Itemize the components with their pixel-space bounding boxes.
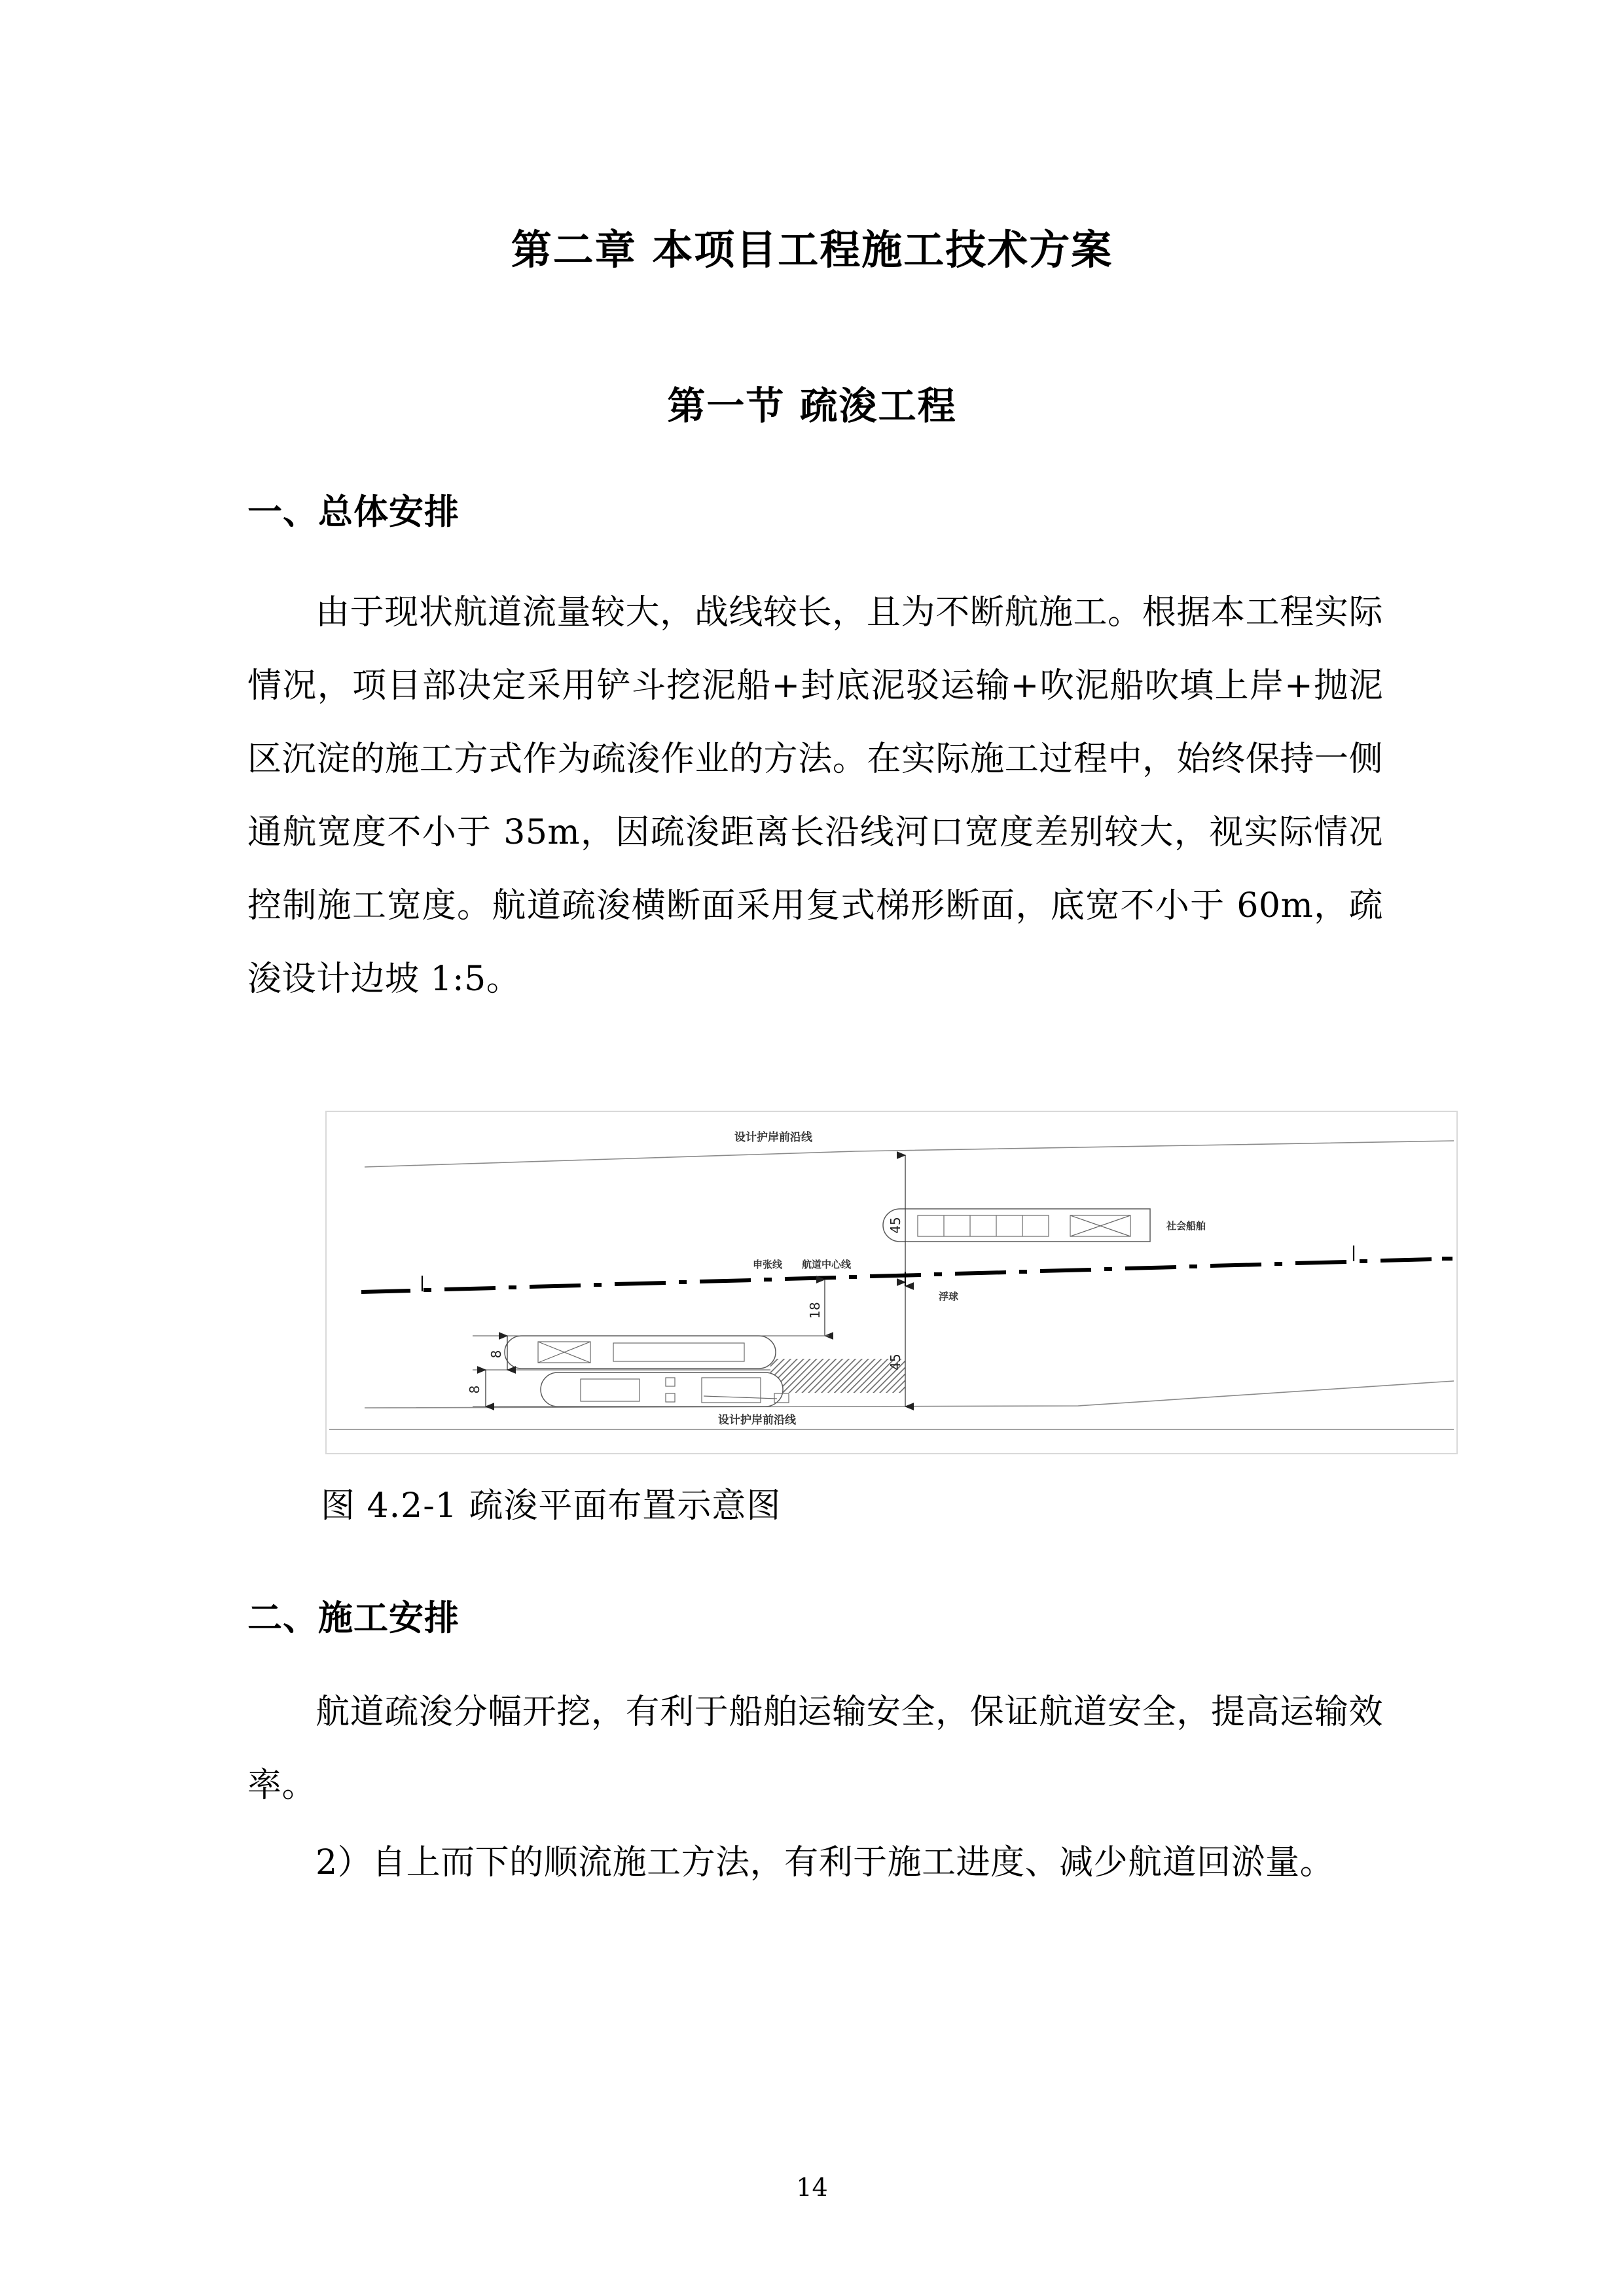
page-number: 14 xyxy=(796,2173,828,2202)
label-top-bank-line: 设计护岸前沿线 xyxy=(734,1131,812,1144)
dredging-layout-drawing xyxy=(325,1111,1458,1454)
paragraph-downstream-method xyxy=(247,1826,1383,1899)
dimension-top-half-width: 45 xyxy=(888,1217,903,1234)
dimension-vessel-width-upper: 8 xyxy=(488,1350,504,1359)
paragraph-construction-benefit xyxy=(247,1676,1383,1822)
figure-dredging-layout xyxy=(325,1111,1458,1454)
dimension-offset-18: 18 xyxy=(807,1302,823,1319)
label-float-buoy: 浮球 xyxy=(939,1291,959,1302)
dimension-bottom-half-width: 45 xyxy=(888,1354,903,1371)
label-public-vessel: 社会船舶 xyxy=(1166,1220,1206,1232)
heading-overall-arrangement: 一、总体安排 xyxy=(247,492,460,532)
dredging-area-hatch xyxy=(770,1359,905,1393)
paragraph-overall-arrangement xyxy=(247,576,1383,1016)
label-channel-center-line: 航道中心线 xyxy=(802,1259,852,1270)
paragraph-text: 由于现状航道流量较大，战线较长，且为不断航施工。根据本工程实际情况，项目部决定采用铲斗挖泥船+封底泥驳运输+吹泥船吹填上岸+抛泥区沉淀的施工方式作为疏浚作业的方法。在实际施工过程中，始终保持一侧通航宽度不小于 35m，因疏浚距离长沿线河口宽度差别较大，视实际情况控制施工宽度。航道疏浚横断面采用复式梯形断面，底宽不小于 60m，疏浚设计边坡 1:5。 xyxy=(247,593,1383,999)
dredger-vessel-upper xyxy=(505,1336,776,1369)
chapter-title: 第二章 本项目工程施工技术方案 xyxy=(511,225,1113,274)
public-vessel-symbol xyxy=(883,1209,1150,1242)
figure-caption: 图 4.2-1 疏浚平面布置示意图 xyxy=(321,1486,782,1526)
paragraph-text: 2）自上而下的顺流施工方法，有利于施工进度、减少航道回淤量。 xyxy=(316,1843,1335,1882)
section-title: 第一节 疏浚工程 xyxy=(667,384,957,429)
dimension-vessel-width-lower: 8 xyxy=(467,1385,482,1394)
label-bottom-bank-line: 设计护岸前沿线 xyxy=(718,1414,796,1427)
label-stretch-line: 申张线 xyxy=(753,1259,783,1270)
dredger-vessel-lower xyxy=(541,1372,789,1407)
heading-construction-arrangement: 二、施工安排 xyxy=(247,1598,460,1638)
paragraph-text: 航道疏浚分幅开挖，有利于船舶运输安全，保证航道安全，提高运输效率。 xyxy=(247,1693,1383,1805)
